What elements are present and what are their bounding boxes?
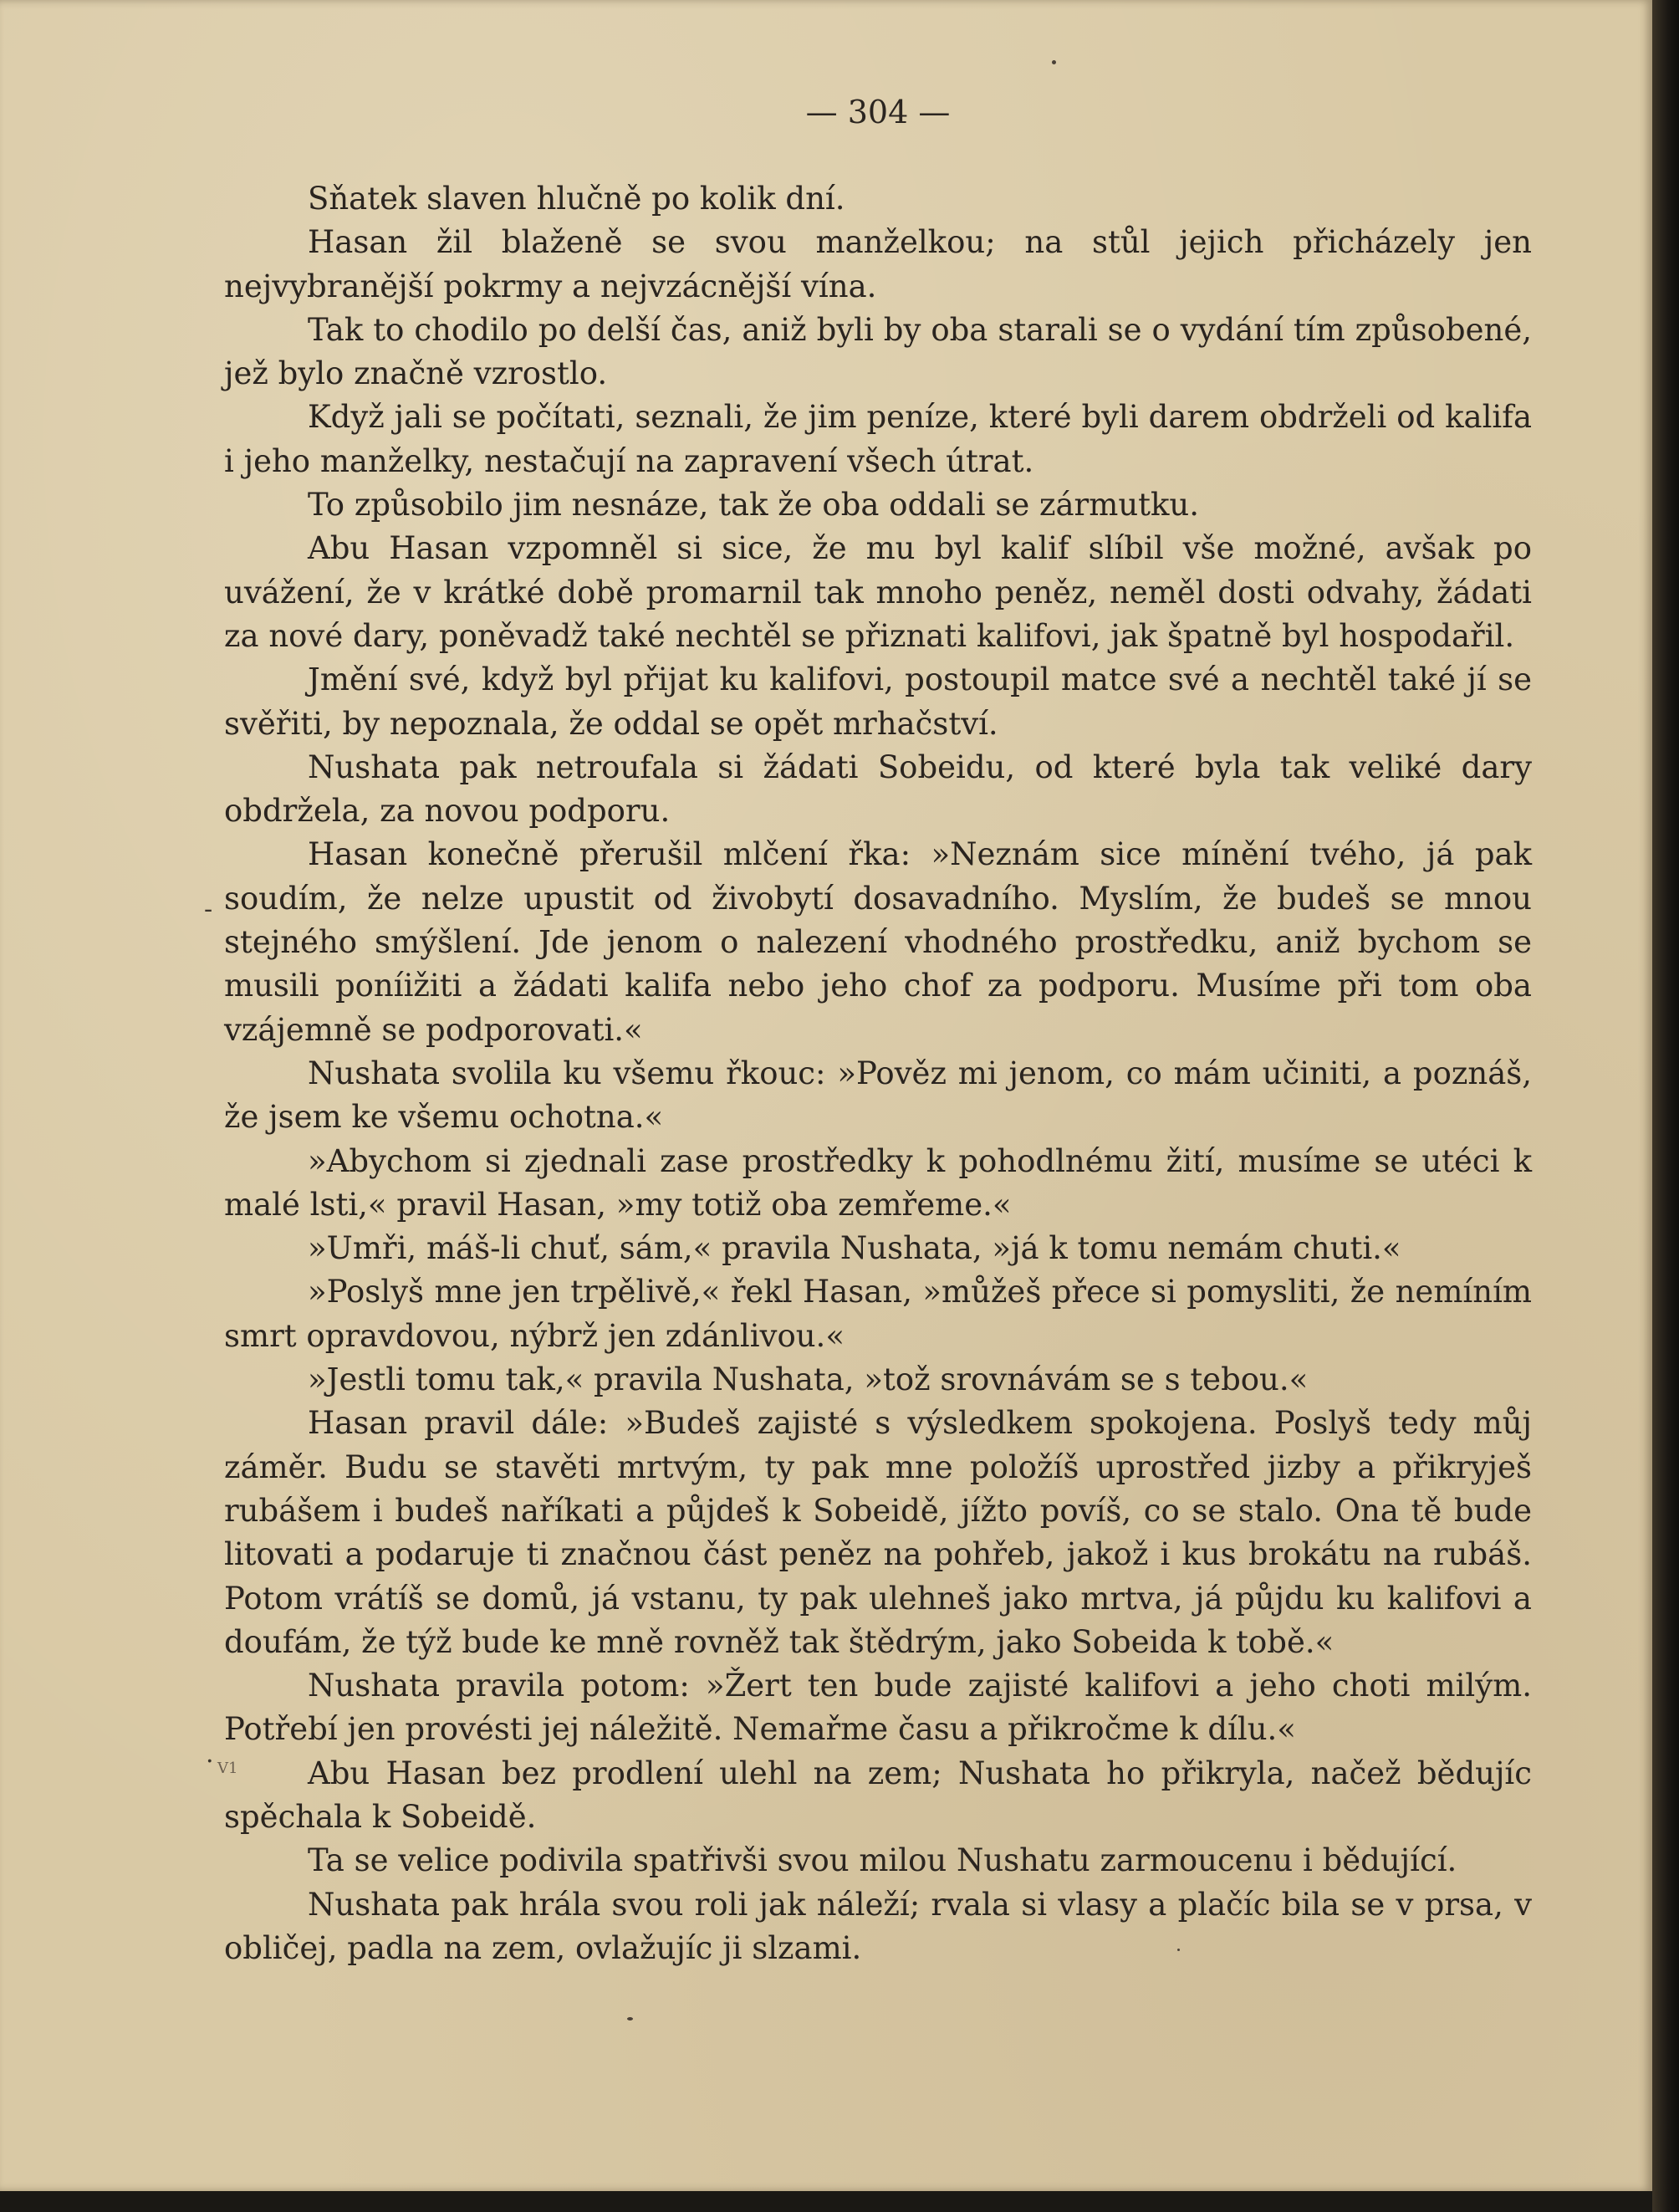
book-spine-edge <box>1652 0 1679 2212</box>
paragraph-15: Hasan pravil dále: »Budeš zajisté s výsledkem spokojena. Poslyš tedy můj záměr. Budu se stavěti mrtvým, ty pak mne položíš uprostřed jizby a přikryješ rubášem i budeš naříkati a půjdeš k Sobeidě, jížto povíš, co se stalo. Ona tě bude litovati a podaruje ti značnou část peněz na pohřeb, jakož i kus brokátu na rubáš. Potom vrátíš se domů, já vstanu, ty pak ulehneš jako mrtva, já půjdu ku kalifovi a doufám, že týž bude ke mně rovněž tak štědrým, jako Sobeida k tobě.« <box>224 1405 1532 1660</box>
paragraph-17: Abu Hasan bez prodlení ulehl na zem; Nushata ho přikryla, načež bědujíc spěchala k Sobeidě. <box>224 1755 1532 1835</box>
paragraph-16: Nushata pravila potom: »Žert ten bude zajisté kalifovi a jeho choti milým. Potřebí jen provésti jej náležitě. Nemařme času a přikročme k dílu.« <box>224 1668 1532 1748</box>
paragraph-12: »Umři, máš-li chuť, sám,« pravila Nushata, »já k tomu nemám chuti.« <box>308 1230 1401 1267</box>
paragraph-7: Jmění své, když byl přijat ku kalifovi, postoupil matce své a nechtěl také jí se svěřiti, by nepoznala, že oddal se opět mrhačství. <box>224 662 1532 742</box>
paragraph-19: Nushata pak hrála svou roli jak náleží; rvala si vlasy a plačíc bila se v prsa, v obličej, padla na zem, ovlažujíc ji slzami. <box>224 1886 1532 1966</box>
margin-mark: V1 <box>217 1760 238 1777</box>
ink-speck <box>627 2017 633 2020</box>
ink-speck <box>1177 1949 1180 1951</box>
paragraph-6: Abu Hasan vzpomněl si sice, že mu byl kalif slíbil vše možné, avšak po uvážení, že v krátké době promarnil tak mnoho peněz, neměl dosti odvahy, žádati za nové dary, poněvadž také nechtěl se přiznati kalifovi, jak špatně byl hospodařil. <box>224 530 1532 654</box>
paragraph-2: Hasan žil blaženě se svou manželkou; na stůl jejich přicházely jen nejvybranější pokrmy a nejvzácnější vína. <box>224 224 1532 304</box>
paragraph-11: »Abychom si zjednali zase prostředky k pohodlnému žití, musíme se utéci k malé lsti,« pravil Hasan, »my totiž oba zemřeme.« <box>224 1142 1532 1223</box>
paragraph-1: Sňatek slaven hlučně po kolik dní. <box>308 181 845 217</box>
margin-mark: - <box>204 895 213 924</box>
paragraph-5: To způsobilo jim nesnáze, tak že oba oddali se zármutku. <box>308 487 1200 524</box>
paragraph-8: Nushata pak netroufala si žádati Sobeidu, od které byla tak veliké dary obdržela, za novou podporu. <box>224 748 1532 830</box>
ink-speck <box>1052 60 1056 64</box>
page-text <box>224 177 1532 1970</box>
paragraph-14: »Jestli tomu tak,« pravila Nushata, »tož srovnávám se s tebou.« <box>308 1361 1309 1398</box>
page-bottom-edge <box>0 2191 1652 2212</box>
page-number: — 304 — <box>805 94 951 130</box>
paragraph-9: Hasan konečně přerušil mlčení řka: »Neznám sice mínění tvého, já pak soudím, že nelze upustit od živobytí dosavadního. Myslím, že budeš se mnou stejného smýšlení. Jde jenom o nalezení vhodného prostředku, aniž bychom se musili poníižiti a žádati kalifa nebo jeho chof za podporu. Musíme při tom oba vzájemně se podporovati.« <box>224 836 1532 1048</box>
paragraph-18: Ta se velice podivila spatřivši svou milou Nushatu zarmoucenu i bědující. <box>308 1842 1457 1879</box>
paragraph-4: Když jali se počítati, seznali, že jim peníze, které byli darem obdrželi od kalifa i jeho manželky, nestačují na zapravení všech útrat. <box>224 399 1532 479</box>
margin-mark: . <box>206 1739 214 1769</box>
paragraph-13: »Poslyš mne jen trpělivě,« řekl Hasan, »můžeš přece si pomysliti, že nemíním smrt opravdovou, nýbrž jen zdánlivou.« <box>224 1274 1532 1354</box>
paragraph-10: Nushata svolila ku všemu řkouc: »Pověz mi jenom, co mám učiniti, a poznáš, že jsem ke všemu ochotna.« <box>224 1055 1532 1136</box>
paragraph-3: Tak to chodilo po delší čas, aniž byli by oba starali se o vydání tím způsobené, jež bylo značně vzrostlo. <box>224 311 1532 392</box>
